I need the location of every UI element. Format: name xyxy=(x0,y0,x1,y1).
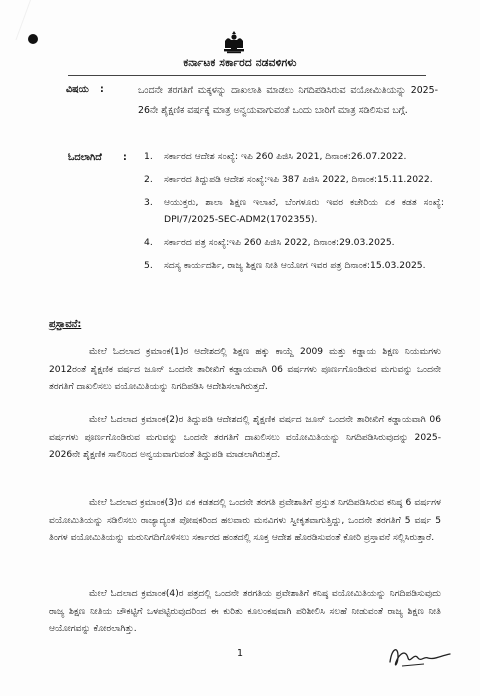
state-emblem-icon xyxy=(221,30,247,54)
references-list xyxy=(144,148,444,280)
reference-number: 4. xyxy=(144,237,153,248)
signature-icon xyxy=(384,640,454,674)
reference-text: ಆಯುಕ್ತರು, ಶಾಲಾ ಶಿಕ್ಷಣ ಇಲಾಖೆ, ಬೆಂಗಳೂರು ಇವರ ಕಚೇರಿಯ ಏಕ ಕಡತ ಸಂಖ್ಯೆ: DPI/7/2025-SEC-ADM2(1702355). xyxy=(164,197,444,225)
government-title: ಕರ್ನಾಟಕ ಸರ್ಕಾರದ ನಡವಳಿಗಳು xyxy=(183,57,297,69)
reference-number: 1. xyxy=(144,151,153,162)
page-fold-mark xyxy=(0,0,31,40)
punch-hole-dot xyxy=(28,34,38,44)
header-divider xyxy=(68,75,426,76)
references-label: ಓದಲಾಗಿದೆ xyxy=(68,152,102,163)
reference-text: ಸರ್ಕಾರದ ತಿದ್ದುಪಡಿ ಆದೇಶ ಸಂಖ್ಯೆ:ಇಪಿ 387 ಪಿಜಿಸಿ 2022, ದಿನಾಂಕ:15.11.2022. xyxy=(164,174,433,185)
subject-text: ಒಂದನೇ ತರಗತಿಗೆ ಮಕ್ಕಳನ್ನು ದಾಖಲಾತಿ ಮಾಡಲು ನಿಗದಿಪಡಿಸಿರುವ ವಯೋಮಿತಿಯನ್ನು 2025-26ನೇ ಶೈಕ್ಷಣಿಕ ವರ್ಷಕ್ಕೆ ಮಾತ್ರ ಅನ್ವಯವಾಗುವಂತೆ ಒಂದು ಬಾರಿಗೆ ಮಾತ್ರ ಸಡಿಲಿಸುವ ಬಗ್ಗೆ. xyxy=(138,85,438,116)
reference-number: 3. xyxy=(144,197,153,208)
subject-label: ವಿಷಯ xyxy=(66,84,89,95)
reference-item xyxy=(144,194,444,228)
preamble-heading: ಪ್ರಸ್ತಾವನೆ: xyxy=(49,319,82,330)
reference-number: 5. xyxy=(144,260,153,271)
reference-item xyxy=(144,257,444,274)
reference-item xyxy=(144,234,444,251)
preamble-paragraph: ಮೇಲೆ ಓದಲಾದ ಕ್ರಮಾಂಕ(4)ರ ಪತ್ರದಲ್ಲಿ ಒಂದನೇ ತರಗತಿಯ ಪ್ರವೇಶಾತಿಗೆ ಕನಿಷ್ಠ ವಯೋಮಿತಿಯನ್ನು ನಿಗದಿಪಡಿಸುವುದು ರಾಜ್ಯ ಶಿಕ್ಷಣ ನೀತಿಯ ಚೌಕಟ್ಟಿಗೆ ಒಳಪಟ್ಟಿರುವುದರಿಂದ ಈ ಕುರಿತು ಕೂಲಂಕಷವಾಗಿ ಪರಿಶೀಲಿಸಿ ಸಲಹೆ ನೀಡುವಂತೆ ರಾಜ್ಯ ಶಿಕ್ಷಣ ನೀತಿ ಆಯೋಗವನ್ನು ಕೋರಲಾಗಿತ್ತು. xyxy=(49,589,441,634)
preamble-paragraph: ಮೇಲೆ ಓದಲಾದ ಕ್ರಮಾಂಕ(1)ರ ಆದೇಶದಲ್ಲಿ ಶಿಕ್ಷಣ ಹಕ್ಕು ಕಾಯ್ದೆ 2009 ಮತ್ತು ಕಡ್ಡಾಯ ಶಿಕ್ಷಣ ನಿಯಮಗಳು 2012ರಂತೆ ಶೈಕ್ಷಣಿಕ ವರ್ಷದ ಜೂನ್ ಒಂದನೇ ತಾರೀಖಿಗೆ ಕಡ್ಡಾಯವಾಗಿ 06 ವರ್ಷಗಳು ಪೂರ್ಣಗೊಂಡಿರುವ ಮಗುವನ್ನು ಒಂದನೇ ತರಗತಿಗೆ ದಾಖಲಿಸಲು ವಯೋಮಿತಿಯನ್ನು ನಿಗದಿಪಡಿಸಿ ಆದೇಶಿಸಲಾಗಿರುತ್ತದೆ. xyxy=(49,347,441,392)
references-colon: : xyxy=(123,152,127,163)
reference-text: ಸರ್ಕಾರದ ಆದೇಶ ಸಂಖ್ಯೆ: ಇಪಿ 260 ಪಿಜಿಸಿ 2021, ದಿನಾಂಕ:26.07.2022. xyxy=(164,151,407,162)
reference-item xyxy=(144,171,444,188)
reference-text: ಸದಸ್ಯ ಕಾರ್ಯದರ್ಶಿ, ರಾಜ್ಯ ಶಿಕ್ಷಣ ನೀತಿ ಆಯೋಗ ಇವರ ಪತ್ರ ದಿನಾಂಕ:15.03.2025. xyxy=(164,260,426,271)
preamble-paragraph: ಮೇಲೆ ಓದಲಾದ ಕ್ರಮಾಂಕ(3)ರ ಏಕ ಕಡತದಲ್ಲಿ ಒಂದನೇ ತರಗತಿ ಪ್ರವೇಶಾತಿಗೆ ಪ್ರಸ್ತುತ ನಿಗದಿಪಡಿಸಿರುವ ಕನಿಷ್ಠ 6 ವರ್ಷಗಳ ವಯೋಮಿತಿಯನ್ನು ಸಡಿಲಿಸಲು ರಾಜ್ಯಾದ್ಯಂತ ಪೋಷಕರಿಂದ ಹಲವಾರು ಮನವಿಗಳು ಸ್ವೀಕೃತವಾಗುತ್ತಿದ್ದು, ಒಂದನೇ ತರಗತಿಗೆ 5 ವರ್ಷ 5 ತಿಂಗಳ ವಯೋಮಿತಿಯನ್ನು ಮರುನಿಗದಿಗೊಳಿಸಲು ಸರ್ಕಾರದ ಹಂತದಲ್ಲಿ ಸೂಕ್ತ ಆದೇಶ ಹೊರಡಿಸುವಂತೆ ಕೋರಿ ಪ್ರಸ್ತಾವನೆ ಸಲ್ಲಿಸಿರುತ್ತಾರೆ. xyxy=(49,498,441,543)
reference-item xyxy=(144,148,444,165)
subject-colon: : xyxy=(100,84,104,95)
reference-text: ಸರ್ಕಾರದ ಪತ್ರ ಸಂಖ್ಯೆ:ಇಪಿ 260 ಪಿಜಿಸಿ 2022, ದಿನಾಂಕ:29.03.2025. xyxy=(164,237,395,248)
preamble-paragraph: ಮೇಲೆ ಓದಲಾದ ಕ್ರಮಾಂಕ(2)ರ ತಿದ್ದುಪಡಿ ಆದೇಶದಲ್ಲಿ ಶೈಕ್ಷಣಿಕ ವರ್ಷದ ಜೂನ್ ಒಂದನೇ ತಾರೀಖಿಗೆ ಕಡ್ಡಾಯವಾಗಿ 06 ವರ್ಷಗಳು ಪೂರ್ಣಗೊಂಡಿರುವ ಮಗುವನ್ನು ಒಂದನೇ ತರಗತಿಗೆ ದಾಖಲಿಸಲು ವಯೋಮಿತಿಯನ್ನು ನಿಗದಿಪಡಿಸಿರುವುದನ್ನು 2025-2026ನೇ ಶೈಕ್ಷಣಿಕ ಸಾಲಿನಿಂದ ಅನ್ವಯವಾಗುವಂತೆ ತಿದ್ದುಪಡಿ ಮಾಡಲಾಗಿರುತ್ತದೆ. xyxy=(49,415,441,460)
reference-number: 2. xyxy=(144,174,153,185)
page-number: 1 xyxy=(236,648,244,659)
